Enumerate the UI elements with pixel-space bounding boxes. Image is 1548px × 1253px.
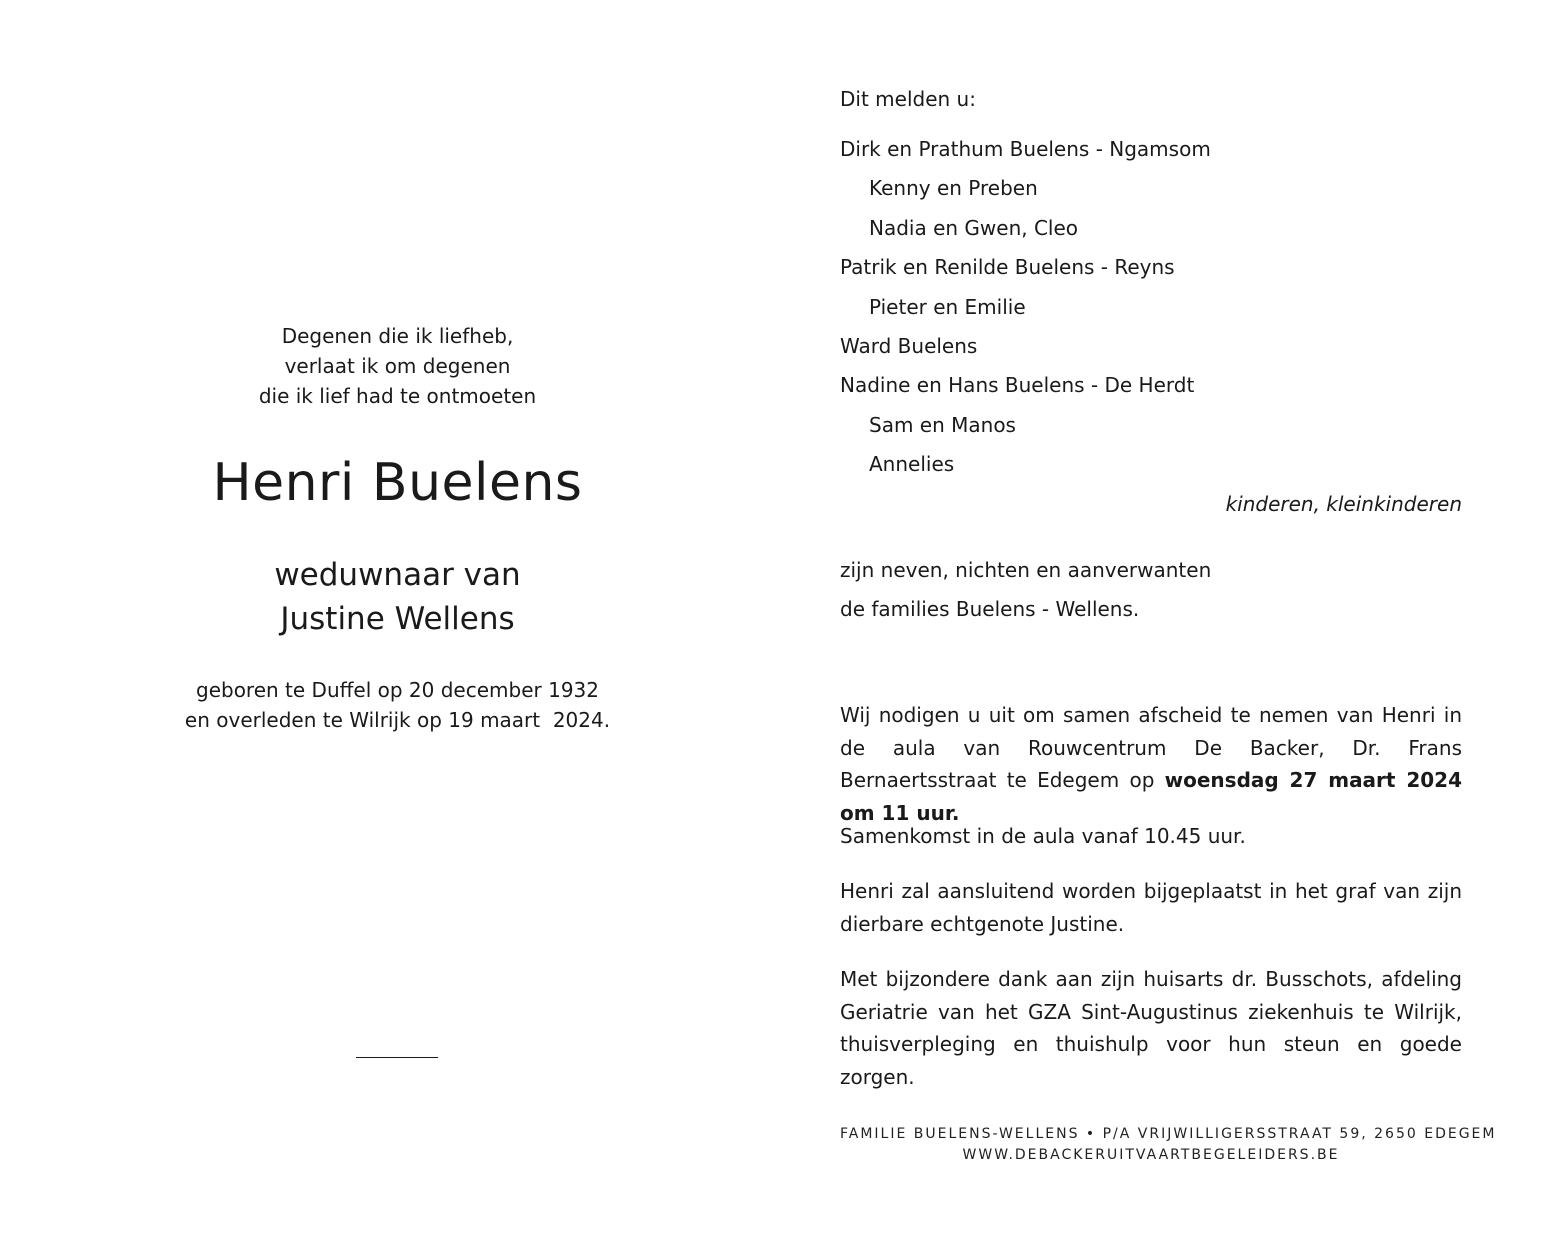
spouse-name: Justine Wellens <box>280 601 515 637</box>
family-member: Ward Buelens <box>840 333 978 358</box>
burial-paragraph: Henri zal aansluitend worden bijgeplaatst in het graf van zijn dierbare echtgenote Justine. <box>840 879 1462 936</box>
relatives-line: zijn neven, nichten en aanverwanten <box>840 558 1212 582</box>
poem-line: die ik lief had te ontmoeten <box>258 384 537 408</box>
birth-line: geboren te Duffel op 20 december 1932 <box>196 678 599 702</box>
poem <box>0 321 795 411</box>
relatives-line: de families Buelens - Wellens. <box>840 597 1140 622</box>
invitation-paragraph <box>840 699 1462 829</box>
ceremony-datetime: woensdag 27 maart 2024 om 11 uur. <box>840 768 1462 825</box>
poem-line: verlaat ik om degenen <box>284 354 511 378</box>
poem-line: Degenen die ik liefheb, <box>281 324 514 348</box>
announce-heading: Dit melden u: <box>840 87 976 111</box>
family-member: Nadine en Hans Buelens - De Herdt <box>840 373 1195 398</box>
gathering-paragraph: Samenkomst in de aula vanaf 10.45 uur. <box>840 824 1246 848</box>
family-member: Nadia en Gwen, Cleo <box>869 215 1079 240</box>
divider-line <box>356 1057 438 1058</box>
invitation-text: Wij nodigen u uit om samen afscheid te nemen van Henri in de aula van Rouwcentrum De Backer, Dr. Frans Bernaertsstraat te Edegem op <box>840 703 1462 792</box>
family-member: Dirk en Prathum Buelens - Ngamsom <box>840 137 1211 161</box>
family-member: Annelies <box>869 452 955 477</box>
family-list <box>840 134 1462 489</box>
life-dates <box>0 675 795 735</box>
right-panel <box>840 0 1497 1253</box>
deceased-name: Henri Buelens <box>212 453 583 513</box>
thanks-paragraph: Met bijzondere dank aan zijn huisarts dr. Busschots, afdeling Geriatrie van het GZA Sint-Augustinus ziekenhuis te Wilrijk, thuisverpleging en thuishulp voor hun steun en goede zorgen. <box>840 967 1462 1089</box>
relatives <box>840 551 1211 630</box>
widower-line: weduwnaar van <box>274 557 521 593</box>
family-member: Kenny en Preben <box>869 176 1038 201</box>
widower-of <box>0 553 795 641</box>
family-member: Sam en Manos <box>869 412 1016 437</box>
family-role: kinderen, kleinkinderen <box>1225 492 1462 516</box>
family-member: Pieter en Emilie <box>869 294 1026 319</box>
family-member: Patrik en Renilde Buelens - Reyns <box>840 255 1175 280</box>
death-line: en overleden te Wilrijk op 19 maart 2024. <box>184 708 611 732</box>
footer-website[interactable]: WWW.DEBACKERUITVAARTBEGELEIDERS.BE <box>962 1147 1340 1163</box>
footer-address: FAMILIE BUELENS-WELLENS • P/A VRIJWILLIGERSSTRAAT 59, 2650 EDEGEM <box>840 1126 1497 1142</box>
